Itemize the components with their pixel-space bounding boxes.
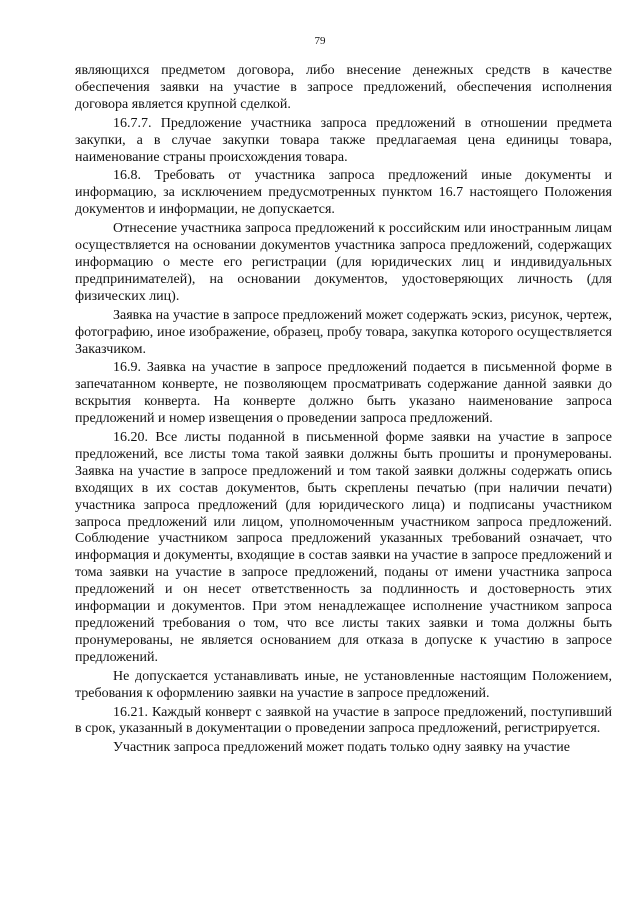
paragraph-16-9: 16.9. Заявка на участие в запросе предложений подается в письменной форме в запечатанном конверте, не позволяющем просматривать содержание данной заявки до вскрытия конверта. На конверте должно быть указано наименование запроса предложений и номер извещения о проведении запроса предложений. (75, 360, 612, 427)
page-number: 79 (314, 35, 326, 47)
document-body (75, 63, 612, 759)
paragraph-sketch: Заявка на участие в запросе предложений может содержать эскиз, рисунок, чертеж, фотографию, иное изображение, образец, пробу товара, закупка которого осуществляется Заказчиком. (75, 307, 612, 357)
paragraph-16-21: 16.21. Каждый конверт с заявкой на участие в запросе предложений, поступивший в срок, указанный в документации о проведении запроса предложений, регистрируется. (75, 704, 612, 737)
paragraph-16-7-7: 16.7.7. Предложение участника запроса предложений в отношении предмета закупки, а в случае закупки товара также предлагаемая цена единицы товара, наименование страны происхождения товара. (75, 115, 612, 165)
paragraph-continuation: являющихся предметом договора, либо внесение денежных средств в качестве обеспечения заявки на участие в запросе предложений, обеспечения исполнения договора является крупной сделкой. (75, 63, 612, 112)
paragraph-16-8: 16.8. Требовать от участника запроса предложений иные документы и информацию, за исключением предусмотренных пунктом 16.7 настоящего Положения документов и информации, не допускается. (75, 168, 612, 218)
paragraph-16-20: 16.20. Все листы поданной в письменной форме заявки на участие в запросе предложений, все листы тома такой заявки должны быть прошиты и пронумерованы. Заявка на участие в запросе предложений и том такой заявки должны содержать опись входящих в их состав документов, быть скреплены печатью (при наличии печати) участника запроса предложений (для юридического лица) и подписаны участником запроса предложений или лицом, уполномоченным участником запроса предложений. Соблюдение участником запроса предложений указанных требований означает, что информация и документы, входящие в состав заявки на участие в запросе предложений и тома заявки на участие в запросе предложений, поданы от имени участника запроса предложений и он несет ответственность за подлинность и достоверность этих информации и документов. При этом ненадлежащее исполнение участником запроса предложений требования о том, что все листы таких заявки и тома должны быть пронумерованы, не является основанием для отказа в допуске к участию в запросе предложений. (75, 430, 612, 665)
paragraph-no-extra-requirements: Не допускается устанавливать иные, не установленные настоящим Положением, требования к оформлению заявки на участие в запросе предложений. (75, 668, 612, 701)
paragraph-residency: Отнесение участника запроса предложений к российским или иностранным лицам осуществляется на основании документов участника запроса предложений, содержащих информацию о месте его регистрации (для юридических лиц и индивидуальных предпринимателей), на основании документов, удостоверяющих личность (для физических лиц). (75, 221, 612, 304)
paragraph-single-bid: Участник запроса предложений может подать только одну заявку на участие (113, 740, 570, 756)
